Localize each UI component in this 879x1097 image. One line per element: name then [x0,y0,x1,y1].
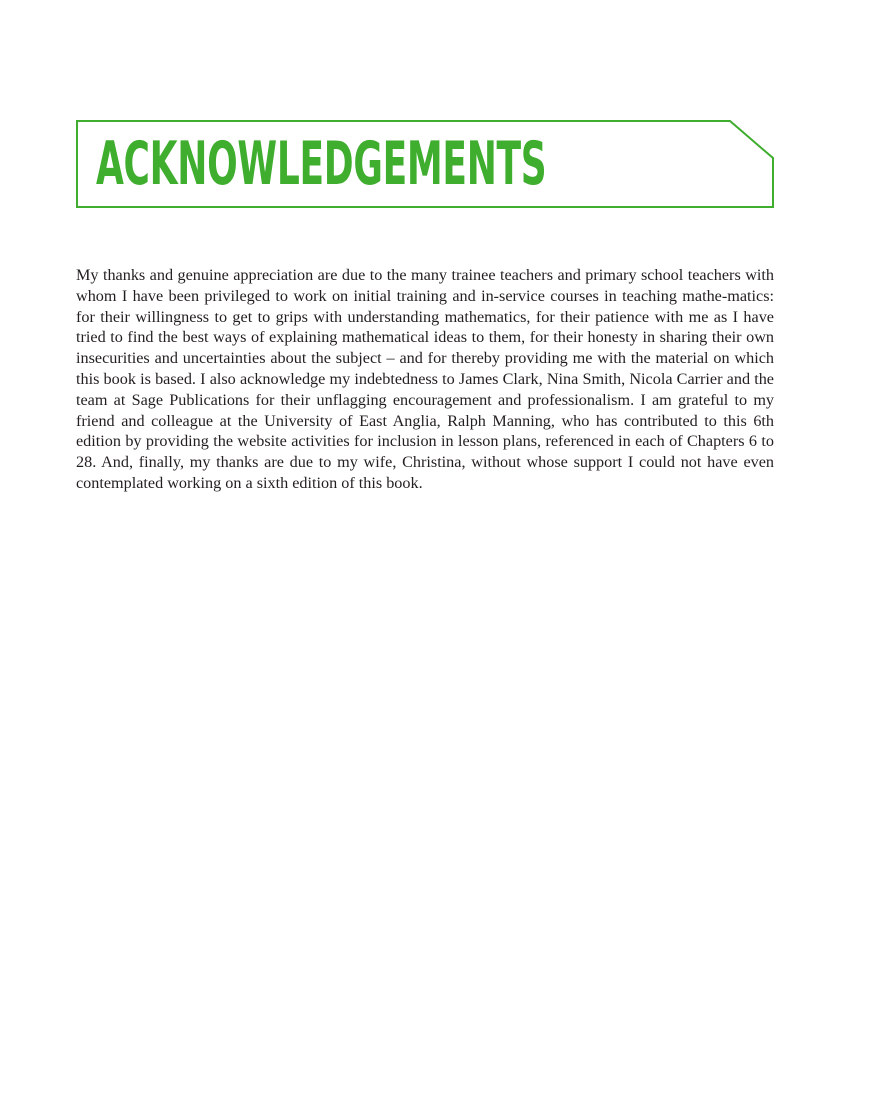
page-title: ACKNOWLEDGEMENTS [96,129,547,199]
section-heading-box [76,120,775,208]
acknowledgements-paragraph: My thanks and genuine appreciation are due to the many trainee teachers and primary school teachers with whom I have been privileged to work on initial training and in-service courses in teaching mathe-matics: for their willingness to get to grips with understanding mathematics, for their patience with me as I have tried to find the best ways of explaining mathematical ideas to them, for their honesty in sharing their own insecurities and uncertainties about the subject – and for thereby providing me with the material on which this book is based. I also acknowledge my indebtedness to James Clark, Nina Smith, Nicola Carrier and the team at Sage Publications for their unflagging encouragement and professionalism. I am grateful to my friend and colleague at the University of East Anglia, Ralph Manning, who has contributed to this 6th edition by providing the website activities for inclusion in lesson plans, referenced in each of Chapters 6 to 28. And, finally, my thanks are due to my wife, Christina, without whose support I could not have even contemplated working on a sixth edition of this book. [76,266,774,492]
